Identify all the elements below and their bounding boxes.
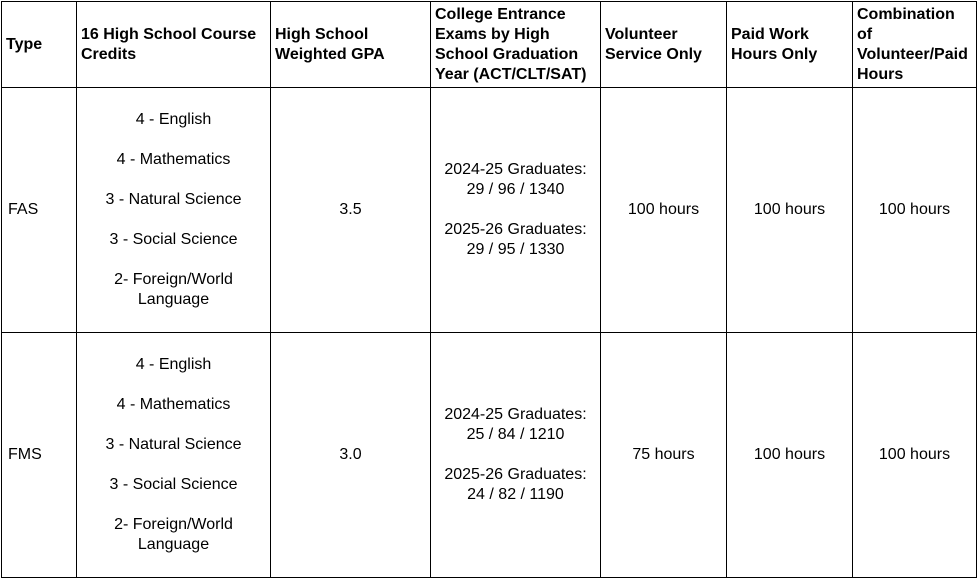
type-cell: FAS — [2, 88, 77, 333]
type-cell: FMS — [2, 333, 77, 578]
course-item: 3 - Social Science — [109, 231, 238, 248]
header-row — [2, 2, 977, 88]
volunteer-hours-cell: 100 hours — [601, 88, 727, 333]
volunteer-hours-cell: 75 hours — [601, 333, 727, 578]
exam-block — [431, 160, 600, 200]
exam-scores: 29 / 96 / 1340 — [466, 181, 565, 198]
paid-hours-cell: 100 hours — [727, 333, 853, 578]
exam-year-label: 2025-26 Graduates: — [444, 466, 587, 483]
combination-hours-cell: 100 hours — [853, 88, 977, 333]
course-item: 4 - English — [135, 356, 212, 373]
header-weighted-gpa: High School Weighted GPA — [271, 2, 431, 88]
exams-cell — [431, 88, 601, 333]
exam-scores: 29 / 95 / 1330 — [466, 241, 565, 258]
course-credits-cell — [77, 333, 271, 578]
course-item: 2- Foreign/World Language — [114, 516, 233, 553]
header-type: Type — [2, 2, 77, 88]
paid-hours-cell: 100 hours — [727, 88, 853, 333]
header-entrance-exams: College Entrance Exams by High School Graduation Year (ACT/CLT/SAT) — [431, 2, 601, 88]
gpa-cell: 3.0 — [271, 333, 431, 578]
gpa-cell: 3.5 — [271, 88, 431, 333]
course-item: 4 - English — [135, 111, 212, 128]
header-paid-work-hours: Paid Work Hours Only — [727, 2, 853, 88]
course-list — [77, 355, 270, 555]
exam-scores: 25 / 84 / 1210 — [466, 426, 565, 443]
course-item: 3 - Social Science — [109, 476, 238, 493]
header-volunteer-service: Volunteer Service Only — [601, 2, 727, 88]
combination-hours-cell: 100 hours — [853, 333, 977, 578]
table-row — [2, 333, 977, 578]
exam-block — [431, 465, 600, 505]
header-course-credits: 16 High School Course Credits — [77, 2, 271, 88]
course-item: 4 - Mathematics — [116, 396, 231, 413]
course-item: 3 - Natural Science — [105, 436, 242, 453]
requirements-table — [1, 1, 977, 578]
course-item: 4 - Mathematics — [116, 151, 231, 168]
course-item: 3 - Natural Science — [105, 191, 242, 208]
exam-block — [431, 220, 600, 260]
exam-year-label: 2024-25 Graduates: — [444, 161, 587, 178]
table-row — [2, 88, 977, 333]
exams-cell — [431, 333, 601, 578]
exam-year-label: 2024-25 Graduates: — [444, 406, 587, 423]
course-list — [77, 110, 270, 310]
exam-block — [431, 405, 600, 445]
course-item: 2- Foreign/World Language — [114, 271, 233, 308]
exam-year-label: 2025-26 Graduates: — [444, 221, 587, 238]
course-credits-cell — [77, 88, 271, 333]
exam-scores: 24 / 82 / 1190 — [467, 486, 564, 503]
header-combination-hours: Combination of Volunteer/Paid Hours — [853, 2, 977, 88]
